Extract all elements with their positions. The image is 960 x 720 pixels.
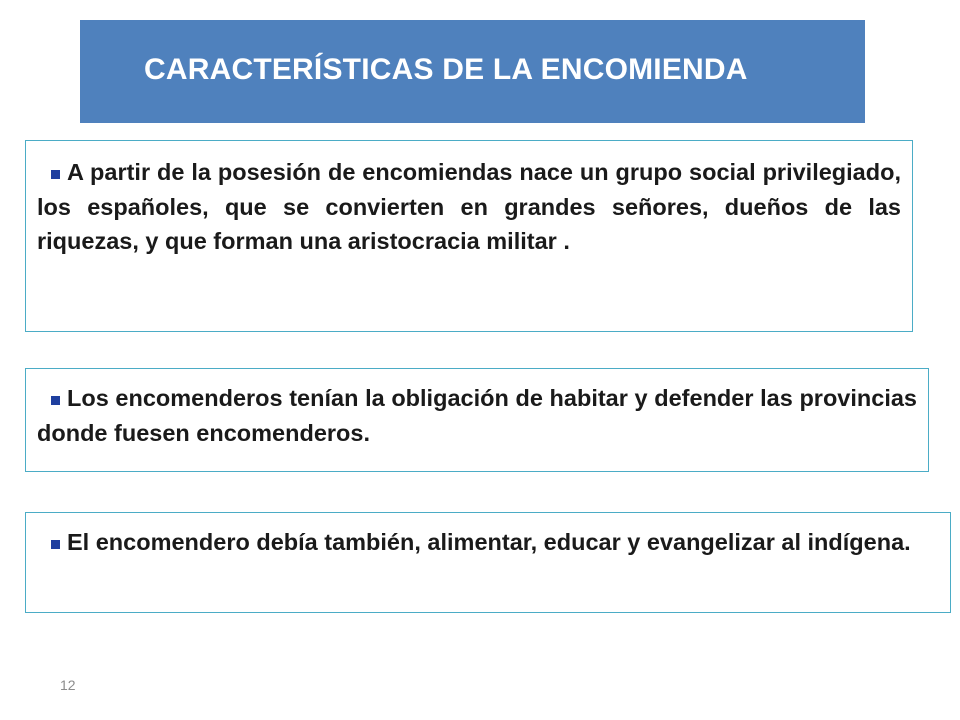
paragraph-1: A partir de la posesión de encomiendas nace un grupo social privilegiado, los españoles, que se convierten en grandes señores, dueños de las riquezas, y que forman una aristocracia militar . <box>37 159 901 254</box>
page-number: 12 <box>60 677 76 693</box>
text-box-3 <box>25 512 951 613</box>
square-bullet-icon <box>51 170 60 179</box>
paragraph-3: El encomendero debía también, alimentar, educar y evangelizar al indígena. <box>67 529 911 555</box>
text-box-2 <box>25 368 929 472</box>
title-banner <box>80 20 865 123</box>
slide-title: CARACTERÍSTICAS DE LA ENCOMIENDA <box>144 53 748 86</box>
square-bullet-icon <box>51 540 60 549</box>
paragraph-2: Los encomenderos tenían la obligación de habitar y defender las provincias donde fuesen encomenderos. <box>37 385 917 446</box>
square-bullet-icon <box>51 396 60 405</box>
text-box-1 <box>25 140 913 332</box>
